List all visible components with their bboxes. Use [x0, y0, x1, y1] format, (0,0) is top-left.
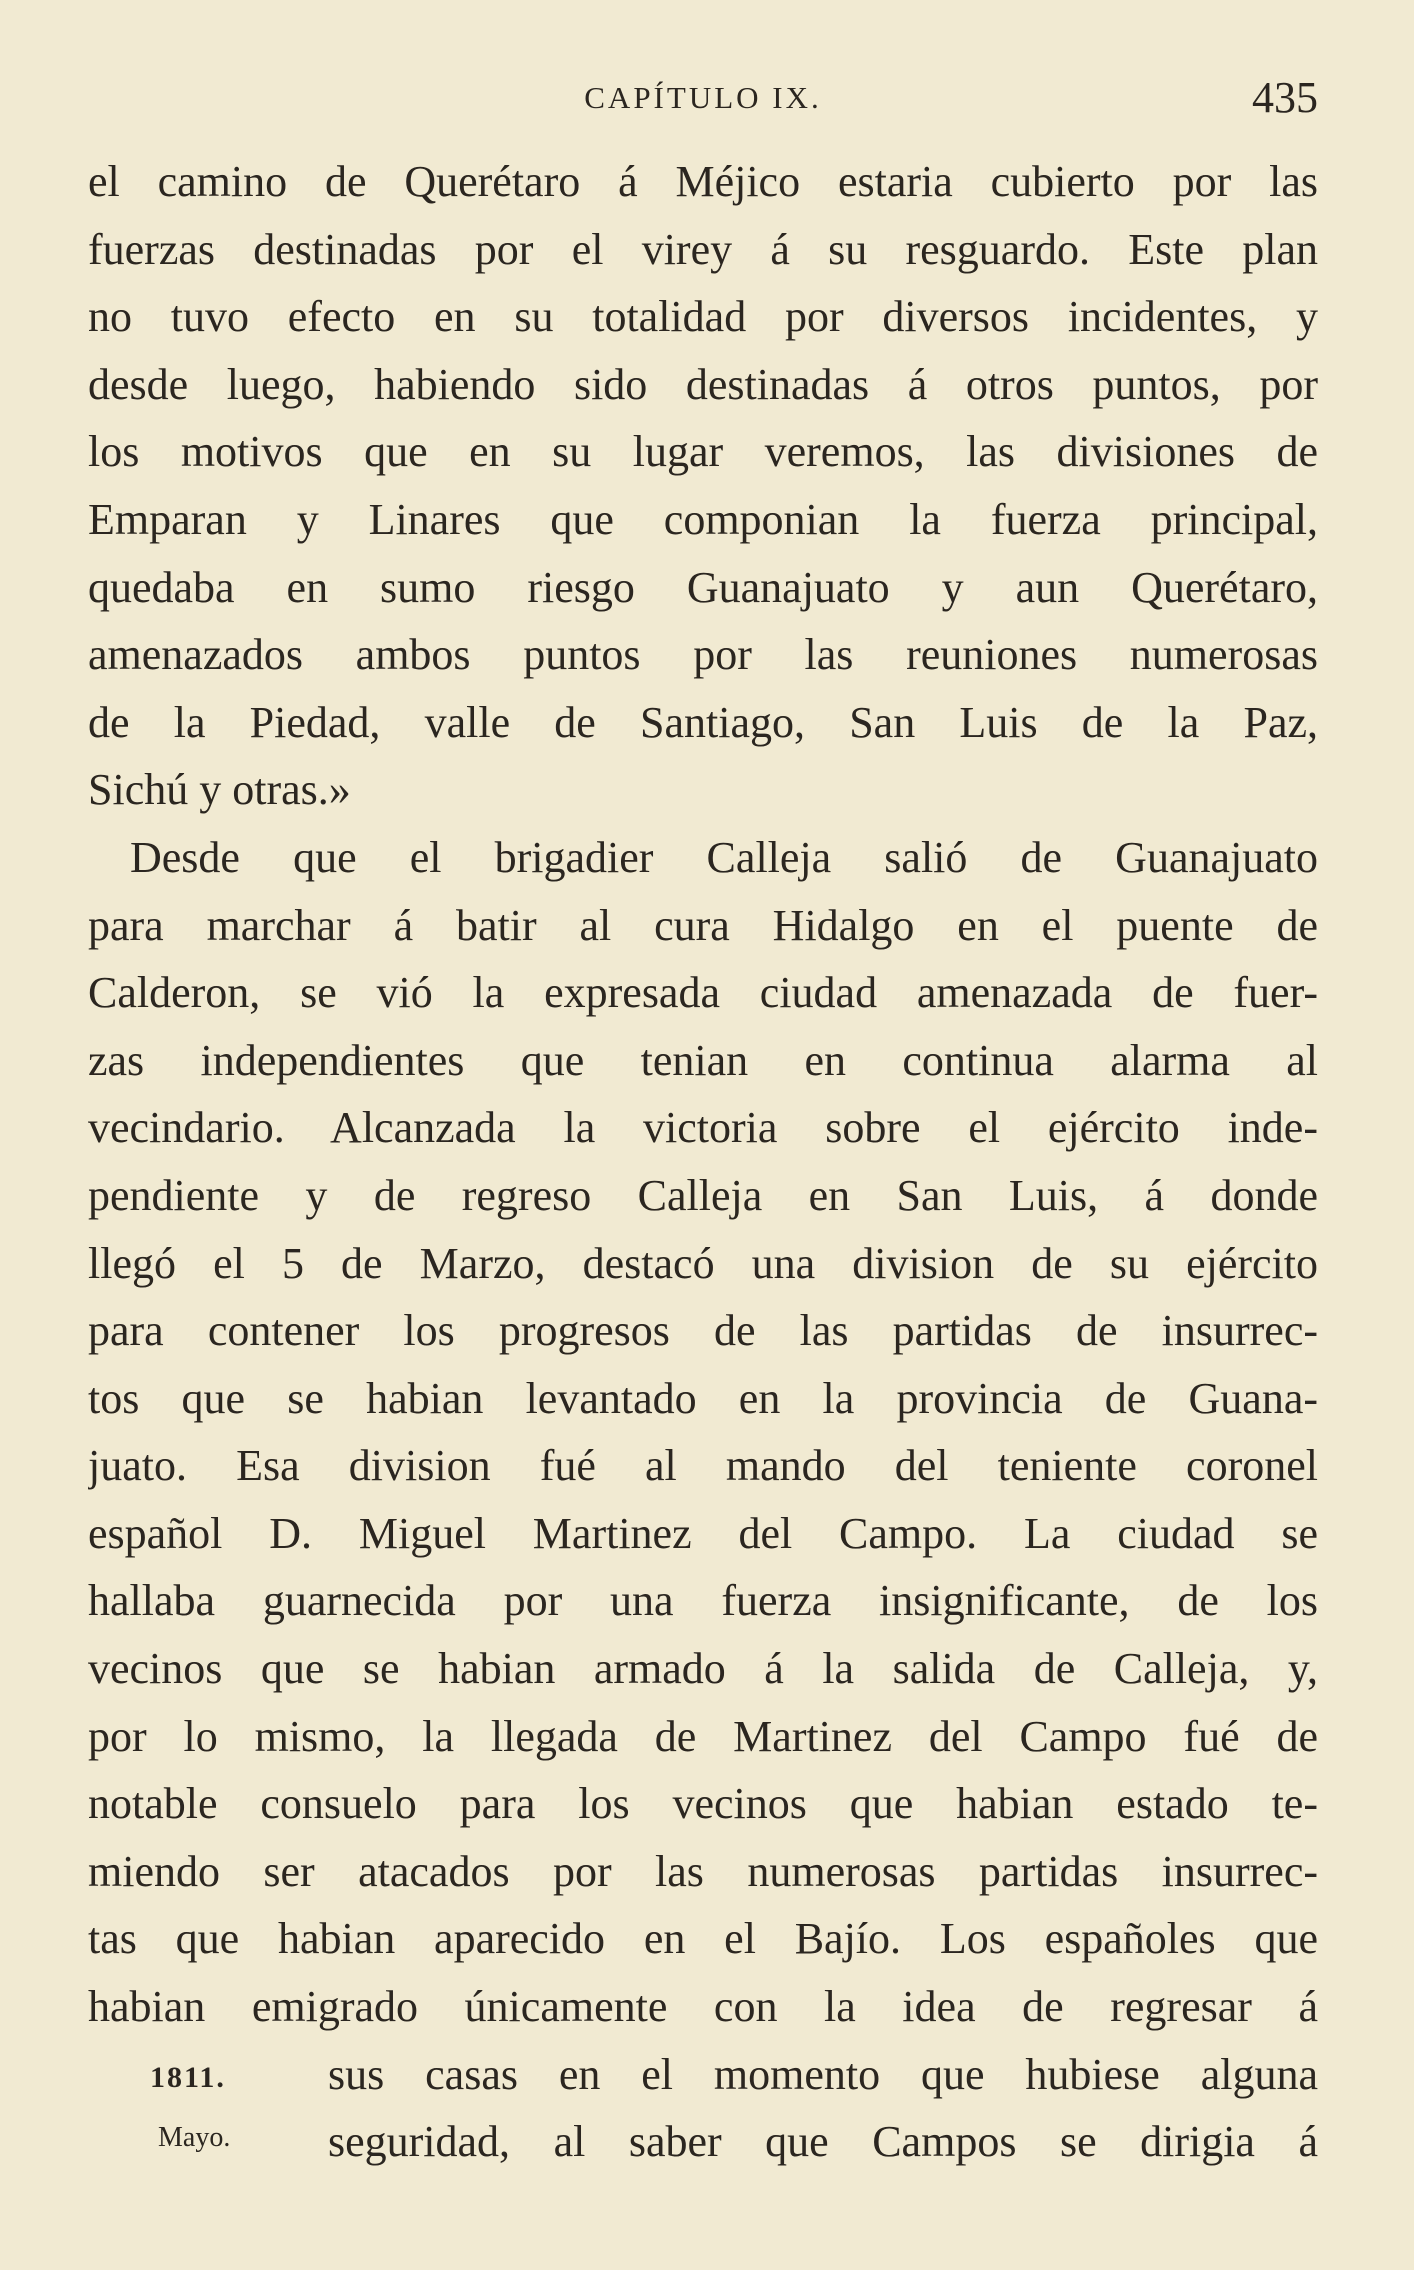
text-line: tos que se habian levantado en la provincia de Guana-	[88, 1373, 1318, 1423]
text-line: desde luego, habiendo sido destinadas á otros puntos, por	[88, 359, 1318, 409]
text-line: hallaba guarnecida por una fuerza insignificante, de los	[88, 1576, 1318, 1626]
text-line: los motivos que en su lugar veremos, las divisiones de	[88, 427, 1318, 477]
text-line: el camino de Querétaro á Méjico estaria cubierto por las	[88, 157, 1318, 206]
text-line: para marchar á batir al cura Hidalgo en el puente de	[88, 900, 1318, 950]
text-line: Calderon, se vió la expresada ciudad amenazada de fuer-	[88, 968, 1318, 1018]
text-line: zas independientes que tenian en continua alarma al	[88, 1035, 1318, 1085]
text-line: miendo ser atacados por las numerosas partidas insurrec-	[88, 1846, 1318, 1896]
margin-note-cell	[88, 2041, 328, 2109]
margin-note-month: Mayo.	[158, 2122, 231, 2154]
page-number: 435	[1252, 73, 1318, 122]
text-line: vecinos que se habian armado á la salida de Calleja, y,	[88, 1644, 1318, 1694]
text-line: quedaba en sumo riesgo Guanajuato y aun Querétaro,	[88, 562, 1318, 612]
text-line: seguridad, al saber que Campos se dirigia á	[328, 2117, 1318, 2167]
text-line: español D. Miguel Martinez del Campo. La ciudad se	[88, 1508, 1318, 1558]
text-line: no tuvo efecto en su totalidad por diversos incidentes, y	[88, 292, 1318, 342]
text-line: vecindario. Alcanzada la victoria sobre el ejército inde-	[88, 1103, 1318, 1153]
running-head: CAPÍTULO IX.	[584, 80, 822, 115]
margin-note-cell	[88, 2108, 328, 2176]
margin-note-row	[88, 2108, 1318, 2176]
text-line: notable consuelo para los vecinos que habian estado te-	[88, 1779, 1318, 1829]
text-line: por lo mismo, la llegada de Martinez del Campo fué de	[88, 1711, 1318, 1761]
page-header	[88, 72, 1318, 122]
text-line: Sichú y otras.»	[88, 765, 351, 815]
text-line: juato. Esa division fué al mando del teniente coronel	[88, 1441, 1318, 1491]
text-line: Desde que el brigadier Calleja salió de Guanajuato	[130, 832, 1318, 882]
text-line: sus casas en el momento que hubiese alguna	[328, 2049, 1318, 2099]
text-line: para contener los progresos de las partidas de insurrec-	[88, 1306, 1318, 1356]
text-line: amenazados ambos puntos por las reuniones numerosas	[88, 630, 1318, 680]
text-line: habian emigrado únicamente con la idea de regresar á	[88, 1982, 1318, 2032]
text-line: llegó el 5 de Marzo, destacó una division de su ejército	[88, 1238, 1318, 1288]
text-line: tas que habian aparecido en el Bajío. Los españoles que	[88, 1914, 1318, 1964]
margin-note-row	[88, 2041, 1318, 2109]
text-line: Emparan y Linares que componian la fuerza principal,	[88, 494, 1318, 544]
text-line: de la Piedad, valle de Santiago, San Luis de la Paz,	[88, 697, 1318, 747]
margin-note-year: 1811.	[150, 2060, 226, 2094]
text-line: fuerzas destinadas por el virey á su resguardo. Este plan	[88, 224, 1318, 274]
text-line: pendiente y de regreso Calleja en San Luis, á donde	[88, 1170, 1318, 1220]
body-text	[88, 148, 1318, 2176]
